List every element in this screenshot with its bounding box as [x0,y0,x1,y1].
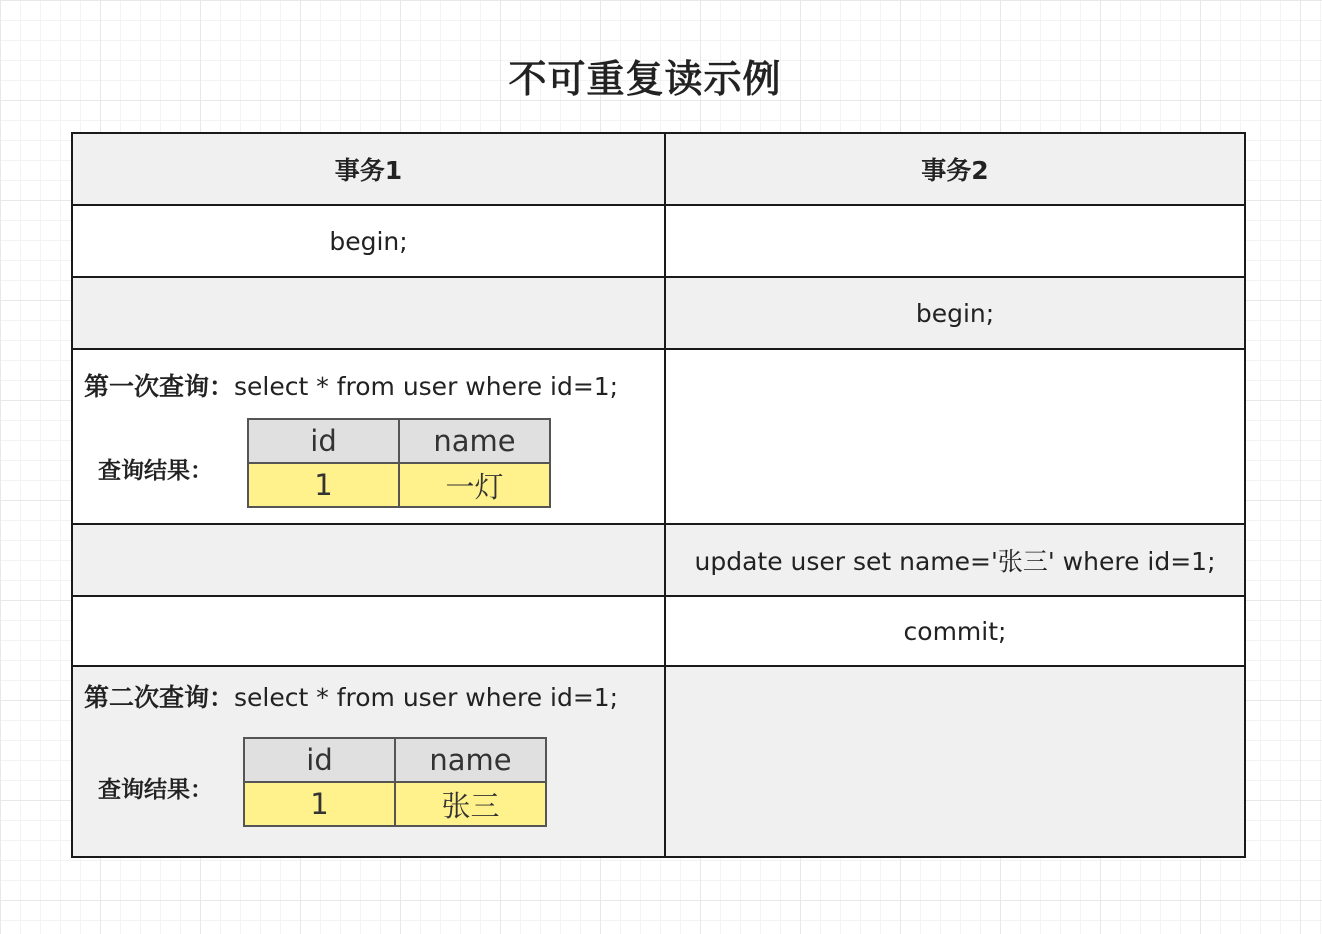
row2-tx2 [664,276,1246,350]
first-result-header-row [248,419,550,463]
row6-tx1-second-query [71,665,666,858]
first-query-sql: select * from user where id=1; [234,372,619,401]
row1-tx1 [71,204,666,278]
row4-tx1 [71,523,666,597]
second-query-line [84,678,618,714]
second-query-sql: select * from user where id=1; [234,683,619,712]
first-query-line [84,367,618,403]
second-result-label: 查询结果： [98,777,213,803]
second-result-col-name: name [395,738,546,782]
second-result-header-row [244,738,546,782]
row5-tx1 [71,595,666,667]
row5-tx2 [664,595,1246,667]
row2-tx1 [71,276,666,350]
first-result-col-name: name [399,419,550,463]
first-result-data-row [248,463,550,507]
header-tx2 [664,132,1246,206]
row3-tx2 [664,348,1246,525]
first-result-label: 查询结果： [98,458,213,484]
first-result-name-value: 一灯 [399,463,550,507]
row3-tx1-first-query [71,348,666,525]
row1-tx1-text: begin; [329,226,408,256]
second-query-label: 第二次查询： [84,683,235,712]
first-result-col-id: id [248,419,399,463]
header-tx1 [71,132,666,206]
header-tx1-label: 事务1 [334,156,403,185]
second-result-table [243,737,547,827]
diagram-title: 不可重复读示例 [508,57,782,101]
row4-tx2-text: update user set name='张三' where id=1; [694,547,1216,576]
second-result-col-id: id [244,738,395,782]
row1-tx2 [664,204,1246,278]
first-query-label: 第一次查询： [84,372,235,401]
row5-tx2-text: commit; [903,616,1007,646]
first-result-id-value: 1 [248,463,399,507]
row6-tx2 [664,665,1246,858]
second-result-id-value: 1 [244,782,395,826]
second-result-data-row [244,782,546,826]
row4-tx2 [664,523,1246,597]
header-tx2-label: 事务2 [921,156,989,185]
second-result-name-value: 张三 [395,782,546,826]
row2-tx2-text: begin; [915,298,995,328]
first-result-table [247,418,551,508]
